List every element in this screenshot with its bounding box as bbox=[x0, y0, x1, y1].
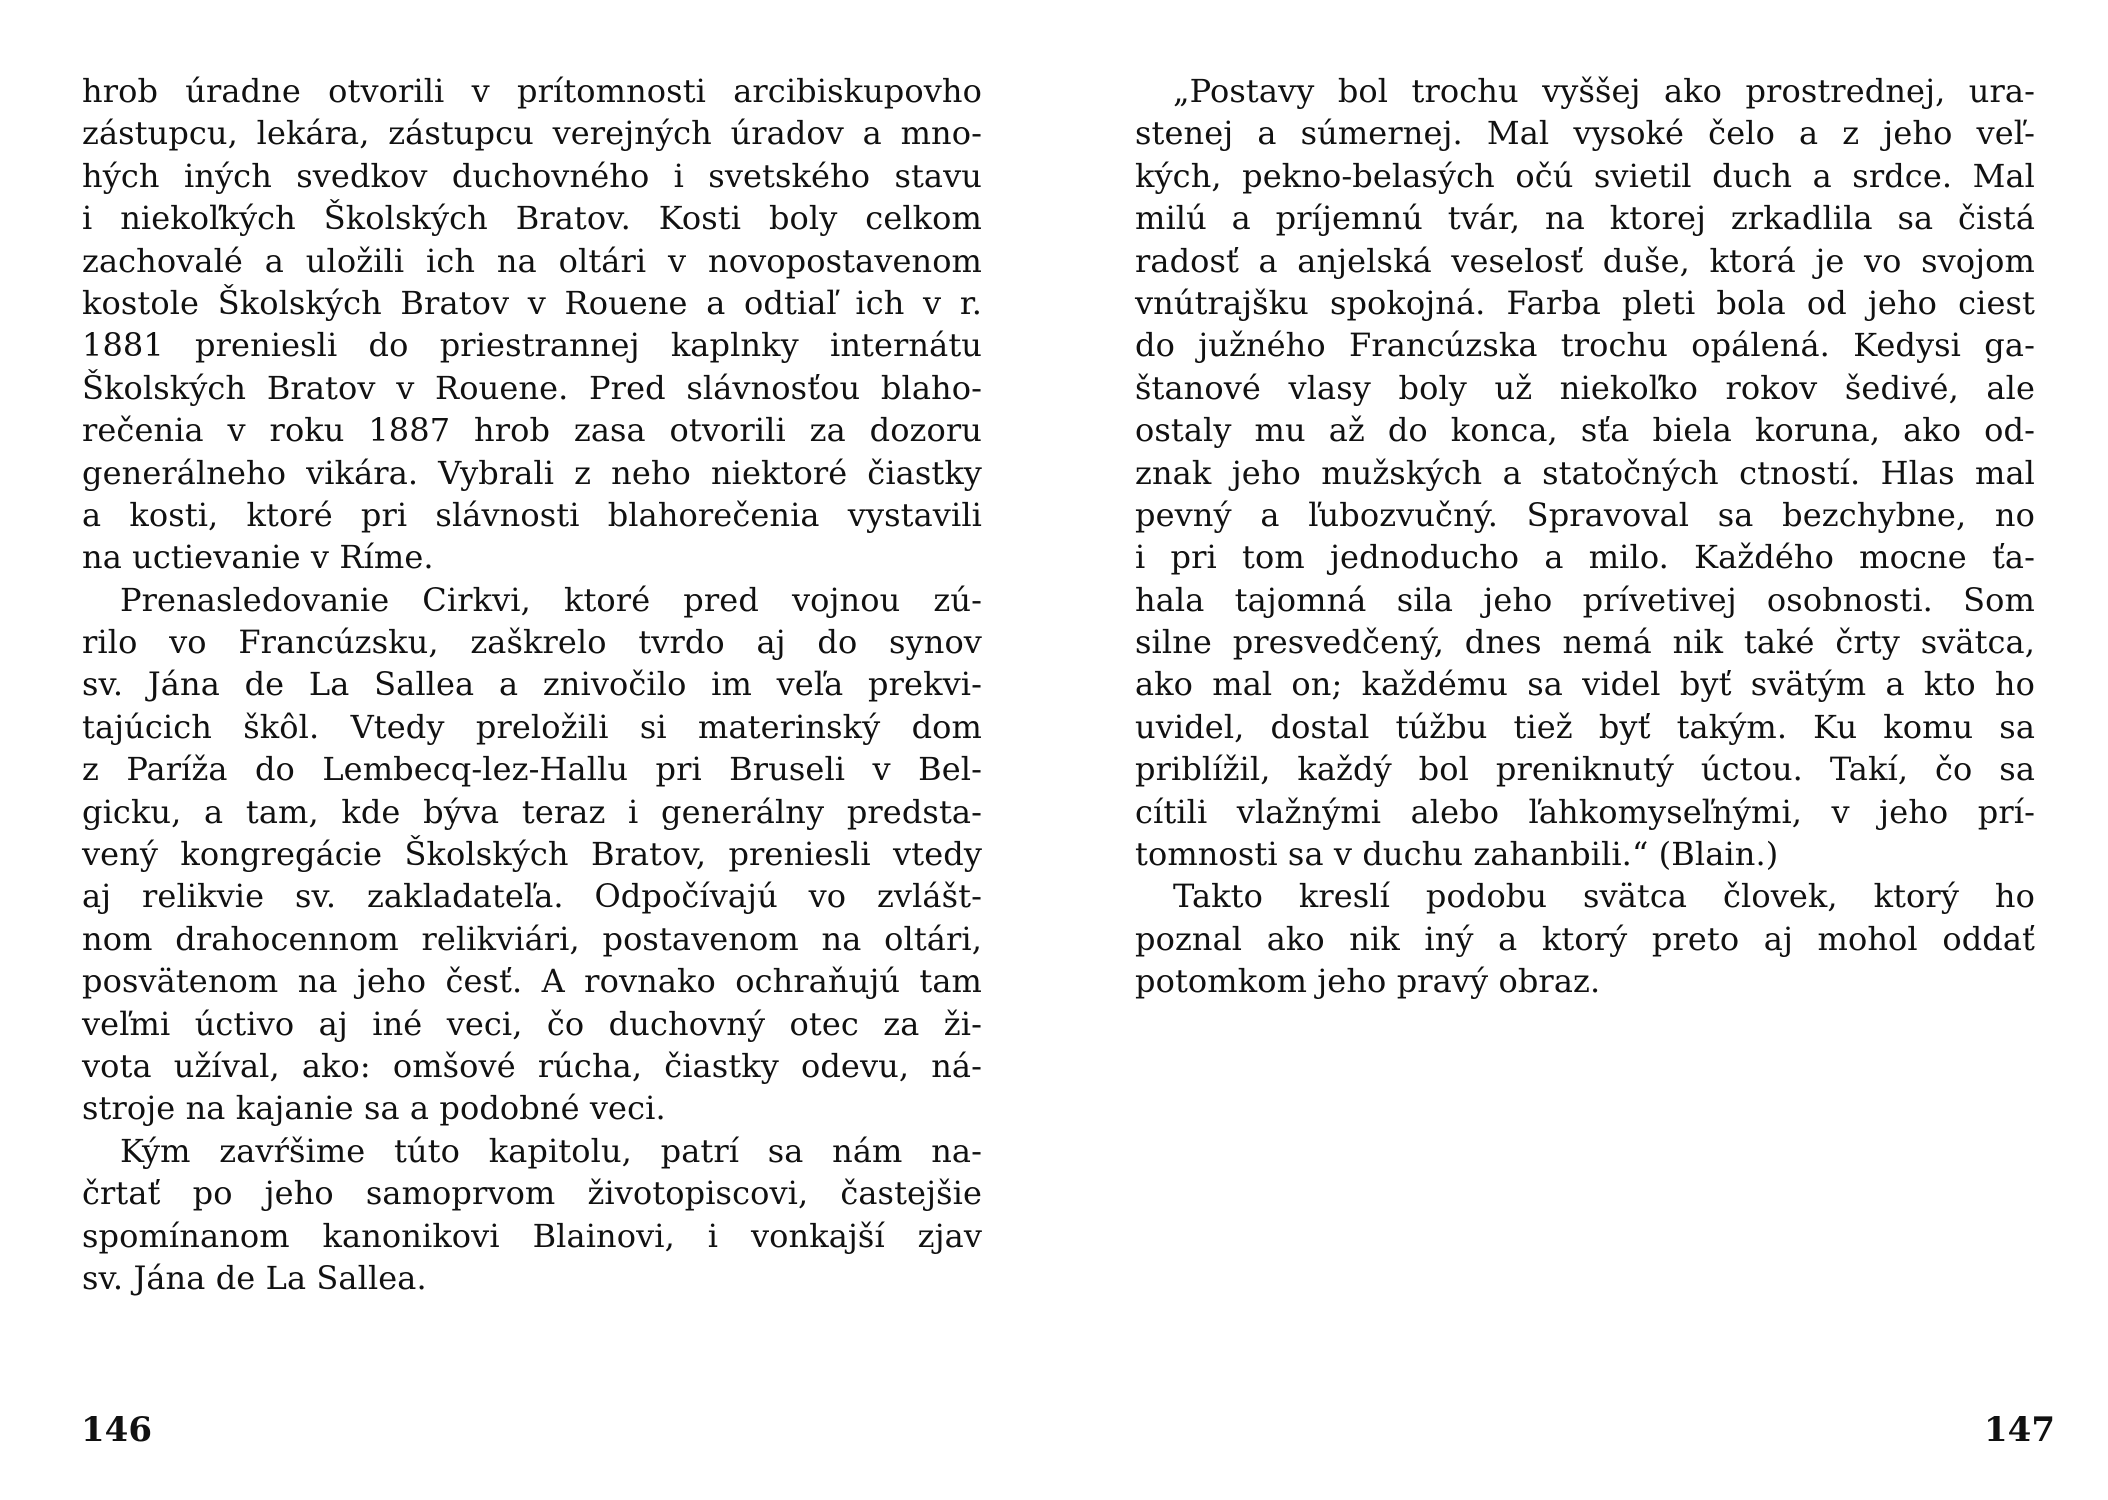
text-line: tajúcich škôl. Vtedy preložili si materinský dom bbox=[82, 707, 982, 746]
text-line: veľmi úctivo aj iné veci, čo duchovný otec za ži- bbox=[82, 1004, 982, 1043]
text-line: tomnosti sa v duchu zahanbili.“ (Blain.) bbox=[1135, 835, 1779, 874]
text-line: do južného Francúzska trochu opálená. Kedysi ga- bbox=[1135, 326, 2035, 365]
paragraph-start-line: Kým zavŕšime túto kapitolu, patrí sa nám na- bbox=[120, 1131, 982, 1170]
text-line: vený kongregácie Školských Bratov, preniesli vtedy bbox=[82, 835, 982, 874]
text-line: cítili vlažnými alebo ľahkomyseľnými, v jeho prí- bbox=[1135, 792, 2035, 831]
text-line: ostaly mu až do konca, sťa biela koruna, ako od- bbox=[1135, 411, 2035, 450]
text-line: posvätenom na jeho česť. A rovnako ochraňujú tam bbox=[82, 962, 982, 1001]
paragraph-start-line: „Postavy bol trochu vyššej ako prostrednej, ura- bbox=[1173, 72, 2035, 110]
text-line: nom drahocennom relikviári, postavenom na oltári, bbox=[82, 919, 982, 958]
text-line: milú a príjemnú tvár, na ktorej zrkadlila sa čistá bbox=[1135, 199, 2035, 238]
text-line: z Paríža do Lembecq-lez-Hallu pri Bruseli v Bel- bbox=[82, 750, 982, 789]
text-line: rilo vo Francúzsku, zaškrelo tvrdo aj do synov bbox=[82, 623, 982, 662]
text-line: štanové vlasy boly už niekoľko rokov šedivé, ale bbox=[1135, 368, 2035, 407]
text-line: i niekoľkých Školských Bratov. Kosti boly celkom bbox=[82, 199, 982, 238]
text-line: 1881 preniesli do priestrannej kaplnky internátu bbox=[82, 326, 982, 365]
text-line: hrob úradne otvorili v prítomnosti arcibiskupovho bbox=[82, 72, 982, 110]
text-line: zástupcu, lekára, zástupcu verejných úradov a mno- bbox=[82, 114, 982, 153]
text-line: znak jeho mužských a statočných ctností. Hlas mal bbox=[1135, 453, 2035, 492]
text-line: zachovalé a uložili ich na oltári v novopostavenom bbox=[82, 241, 982, 280]
text-line: rečenia v roku 1887 hrob zasa otvorili za dozoru bbox=[82, 411, 982, 450]
left-text-column bbox=[82, 70, 982, 1299]
text-line: spomínanom kanonikovi Blainovi, i vonkajší zjav bbox=[82, 1216, 982, 1255]
text-line: črtať po jeho samoprvom životopiscovi, častejšie bbox=[82, 1174, 982, 1213]
text-line: i pri tom jednoducho a milo. Každého mocne ťa- bbox=[1135, 538, 2035, 577]
text-line: radosť a anjelská veselosť duše, ktorá je vo svojom bbox=[1135, 241, 2035, 280]
paragraph-start-line: Prenasledovanie Cirkvi, ktoré pred vojnou zú- bbox=[120, 580, 982, 619]
text-line: potomkom jeho pravý obraz. bbox=[1135, 962, 1601, 1001]
text-line: uvidel, dostal túžbu tiež byť takým. Ku komu sa bbox=[1135, 707, 2035, 746]
text-line: stenej a súmernej. Mal vysoké čelo a z jeho veľ- bbox=[1135, 114, 2035, 153]
right-page bbox=[1054, 0, 2108, 1500]
text-line: na uctievanie v Ríme. bbox=[82, 538, 434, 577]
paragraph-start-line: Takto kreslí podobu svätca človek, ktorý ho bbox=[1173, 877, 2035, 916]
text-line: kých, pekno-belasých očú svietil duch a srdce. Mal bbox=[1135, 156, 2035, 195]
text-line: ako mal on; každému sa videl byť svätým a kto ho bbox=[1135, 665, 2035, 704]
text-line: stroje na kajanie sa a podobné veci. bbox=[82, 1089, 666, 1128]
text-line: a kosti, ktoré pri slávnosti blahorečenia vystavili bbox=[82, 495, 982, 534]
text-line: sv. Jána de La Sallea a znivočilo im veľa prekvi- bbox=[82, 665, 982, 704]
text-line: sv. Jána de La Sallea. bbox=[82, 1258, 427, 1297]
text-line: pevný a ľubozvučný. Spravoval sa bezchybne, no bbox=[1135, 495, 2035, 534]
text-line: gicku, a tam, kde býva teraz i generálny predsta- bbox=[82, 792, 982, 831]
page-number-left: 146 bbox=[81, 1410, 152, 1450]
text-line: vota užíval, ako: omšové rúcha, čiastky odevu, ná- bbox=[82, 1046, 982, 1085]
page-number-right: 147 bbox=[1984, 1410, 2055, 1450]
text-line: generálneho vikára. Vybrali z neho niektoré čiastky bbox=[82, 453, 982, 492]
text-line: hých iných svedkov duchovného i svetského stavu bbox=[82, 156, 982, 195]
text-line: kostole Školských Bratov v Rouene a odtiaľ ich v r. bbox=[82, 283, 982, 322]
text-line: silne presvedčený, dnes nemá nik také črty svätca, bbox=[1135, 623, 2035, 662]
text-line: vnútrajšku spokojná. Farba pleti bola od jeho ciest bbox=[1135, 283, 2035, 322]
text-line: priblížil, každý bol preniknutý úctou. Takí, čo sa bbox=[1135, 750, 2035, 789]
right-text-column bbox=[1135, 70, 2035, 1003]
text-line: hala tajomná sila jeho prívetivej osobnosti. Som bbox=[1135, 580, 2035, 619]
text-line: aj relikvie sv. zakladateľa. Odpočívajú vo zvlášt- bbox=[82, 877, 982, 916]
text-line: Školských Bratov v Rouene. Pred slávnosťou blaho- bbox=[82, 368, 982, 407]
text-line: poznal ako nik iný a ktorý preto aj mohol oddať bbox=[1135, 919, 2035, 958]
